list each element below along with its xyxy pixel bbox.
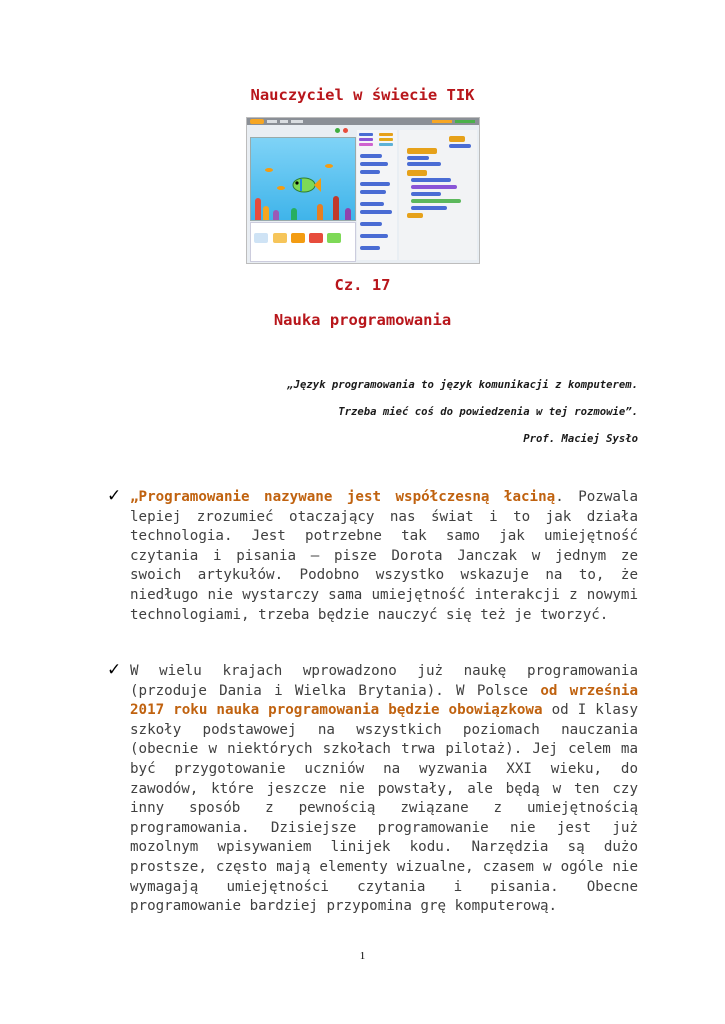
- checkmark-icon: ✓: [107, 486, 122, 506]
- block: [360, 190, 386, 194]
- script-area: [399, 130, 477, 260]
- coral-icon: [273, 210, 279, 220]
- block: [411, 199, 461, 203]
- sprite-thumb: [327, 233, 341, 243]
- block: [360, 162, 388, 166]
- scratch-logo: [250, 119, 264, 124]
- stop-icon: [343, 128, 348, 133]
- menu-item: [291, 120, 303, 123]
- page-number: 1: [359, 950, 366, 962]
- menu-item: [267, 120, 277, 123]
- category: [379, 138, 393, 141]
- paragraph-text: . Pozwala lepiej zrozumieć otaczający nas świat i to jak działa technologia. Jest potrzebne tak samo jak umiejętność czytania i pisania – pisze Dorota Janczak w jednym ze swoich artykułów. Podobno wszystko wskazuje na to, że niedługo nie wystarczy sama umiejętność interakcji z nowymi technologiami, trzeba będzie nauczyć się też je tworzyć.: [130, 489, 638, 623]
- epigraph-line: Trzeba mieć coś do powiedzenia w tej rozmowie”.: [338, 406, 638, 418]
- scratch-editor-screenshot: [246, 117, 480, 264]
- document-title: Nauczyciel w świecie TIK: [250, 86, 475, 104]
- block: [360, 202, 384, 206]
- block: [411, 178, 451, 182]
- block: [360, 246, 380, 250]
- block: [411, 192, 441, 196]
- block: [360, 234, 388, 238]
- green-flag-icon: [335, 128, 340, 133]
- category: [359, 143, 373, 146]
- highlighted-text: „Programowanie nazywane jest współczesną łaciną: [130, 489, 556, 505]
- highlighted-text: od września 2017 roku nauka programowania będzie obowiązkowa: [130, 682, 638, 719]
- paragraph-text: od I klasy szkoły podstawowej na wszystkich poziomach nauczania (obecnie w niektórych szkołach trwa pilotaż). Jej celem ma być przygotowanie uczniów na wyzwania XXI wieku, do zawodów, które jeszcze nie powstały, ale będą w ten czy inny sposób z pewnością związane z umiejętnością programowania. Dzisiejsze programowanie nie jest już mozolnym wpisywaniem linijek kodu. Narzędzia są dużo prostsze, często mają elementy wizualne, czasem w ogóle nie wymagają umiejętności czytania i pisania. Obecne programowanie bardziej przypomina grę komputerową.: [130, 702, 639, 915]
- small-fish-icon: [325, 164, 333, 168]
- block: [411, 206, 447, 210]
- category: [379, 143, 393, 146]
- block: [411, 185, 457, 189]
- category: [359, 133, 373, 136]
- block: [360, 182, 390, 186]
- epigraph-line: „Język programowania to język komunikacji z komputerem.: [287, 379, 638, 391]
- checkmark-icon: ✓: [107, 660, 122, 680]
- sprite-thumb: [254, 233, 268, 243]
- bullet-paragraph: [130, 662, 638, 917]
- block: [360, 154, 382, 158]
- coral-icon: [291, 208, 297, 220]
- block: [407, 213, 423, 218]
- coral-icon: [255, 198, 261, 220]
- coral-icon: [333, 196, 339, 220]
- coral-icon: [263, 206, 269, 220]
- paragraph-text: W wielu krajach wprowadzono już naukę programowania (przoduje Dania i Wielka Brytania). W Polsce: [130, 663, 638, 699]
- bullet-paragraph: [130, 488, 638, 625]
- coral-icon: [345, 208, 351, 220]
- sprite-thumb: [309, 233, 323, 243]
- epigraph-author: Prof. Maciej Sysło: [523, 433, 638, 445]
- fish-sprite-icon: [291, 176, 321, 194]
- block: [407, 156, 429, 160]
- stage-area: [250, 137, 356, 221]
- block: [407, 162, 441, 166]
- coral-icon: [317, 204, 323, 220]
- category: [359, 138, 373, 141]
- block: [360, 170, 380, 174]
- menu-item: [455, 120, 475, 123]
- block: [360, 210, 392, 214]
- sprite-thumb: [273, 233, 287, 243]
- menu-item: [280, 120, 288, 123]
- block: [449, 136, 465, 142]
- sprite-thumb: [291, 233, 305, 243]
- small-fish-icon: [265, 168, 273, 172]
- block: [449, 144, 471, 148]
- sprite-panel: [250, 222, 356, 262]
- category: [379, 133, 393, 136]
- block: [360, 222, 382, 226]
- block: [407, 170, 427, 176]
- part-number: Cz. 17: [334, 276, 391, 294]
- block: [407, 148, 437, 154]
- block-palette: [357, 130, 397, 260]
- menu-item: [432, 120, 452, 123]
- small-fish-icon: [277, 186, 285, 190]
- article-topic: Nauka programowania: [273, 311, 452, 329]
